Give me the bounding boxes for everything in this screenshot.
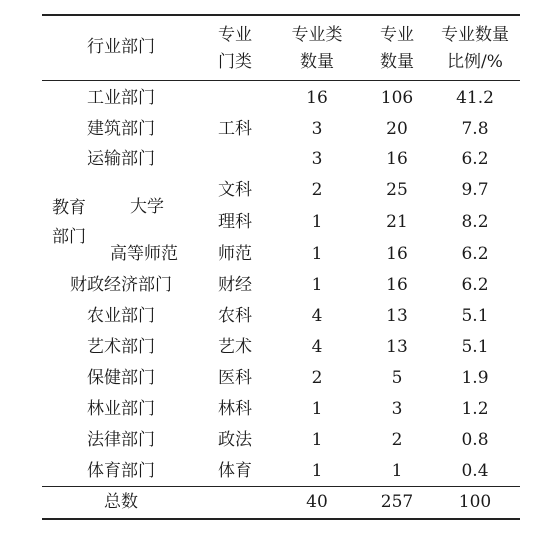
row-dept: 保健部门: [87, 368, 155, 388]
total-types: 40: [306, 492, 328, 512]
row-types: 3: [311, 149, 323, 169]
header-type-count: [270, 22, 364, 76]
row-ratio: 9.7: [461, 180, 489, 200]
row-dept: 建筑部门: [87, 119, 155, 139]
row-types: 4: [311, 306, 323, 326]
header-major-count: [364, 22, 430, 76]
header-type-count-line1: 专业类: [291, 25, 343, 45]
row-dept: 体育部门: [87, 461, 155, 481]
row-dept: 农业部门: [87, 306, 155, 326]
row-ratio: 6.2: [461, 244, 489, 264]
row-majors: 16: [386, 149, 408, 169]
total-majors: 257: [380, 492, 414, 512]
row-ratio: 6.2: [461, 275, 489, 295]
row-types: 16: [306, 88, 328, 108]
header-ratio: [430, 22, 520, 76]
education-university: 大学: [130, 197, 164, 217]
row-category: 政法: [218, 430, 252, 450]
row-majors: 16: [386, 275, 408, 295]
row-dept: 财政经济部门: [70, 275, 172, 295]
row-types: 1: [311, 430, 323, 450]
row-dept: 艺术部门: [87, 337, 155, 357]
row-majors: 13: [386, 306, 408, 326]
header-category-line1: 专业: [218, 25, 252, 45]
bottom-rule: [42, 518, 520, 520]
row-ratio: 5.1: [461, 337, 489, 357]
header-category: [200, 22, 270, 76]
row-category: 艺术: [218, 337, 252, 357]
row-dept: 林业部门: [87, 399, 155, 419]
row-ratio: 1.2: [461, 399, 489, 419]
row-types: 2: [311, 180, 323, 200]
header-ratio-line1: 专业数量: [441, 25, 509, 45]
total-label: 总数: [104, 492, 138, 512]
row-types: 1: [311, 244, 323, 264]
header-rule: [42, 80, 520, 81]
header-dept: 行业部门: [87, 37, 155, 57]
row-category: 体育: [218, 461, 252, 481]
row-ratio: 0.8: [461, 430, 489, 450]
header-major-count-line1: 专业: [380, 25, 414, 45]
row-ratio: 5.1: [461, 306, 489, 326]
row-types: 1: [311, 212, 323, 232]
row-types: 2: [311, 368, 323, 388]
row-majors: 2: [391, 430, 403, 450]
row-dept: 工业部门: [87, 88, 155, 108]
header-category-line2: 门类: [218, 52, 252, 72]
row-majors: 106: [380, 88, 414, 108]
row-majors: 21: [386, 212, 408, 232]
row-types: 1: [311, 399, 323, 419]
row-category: 工科: [218, 119, 252, 139]
row-ratio: 1.9: [461, 368, 489, 388]
header-type-count-line2: 数量: [300, 52, 334, 72]
header-major-count-line2: 数量: [380, 52, 414, 72]
row-ratio: 6.2: [461, 149, 489, 169]
row-ratio: 8.2: [461, 212, 489, 232]
education-dept-line2: 部门: [52, 227, 86, 247]
row-category: 文科: [218, 180, 252, 200]
total-rule: [42, 486, 520, 487]
total-ratio: 100: [458, 492, 492, 512]
row-types: 1: [311, 275, 323, 295]
row-majors: 5: [391, 368, 403, 388]
row-majors: 16: [386, 244, 408, 264]
row-majors: 13: [386, 337, 408, 357]
row-majors: 3: [391, 399, 403, 419]
row-dept: 运输部门: [87, 149, 155, 169]
row-category: 农科: [218, 306, 252, 326]
row-ratio: 0.4: [461, 461, 489, 481]
top-rule: [42, 14, 520, 16]
education-normal-college: 高等师范: [110, 244, 178, 264]
row-ratio: 7.8: [461, 119, 489, 139]
row-category: 理科: [218, 212, 252, 232]
row-majors: 20: [386, 119, 408, 139]
row-category: 林科: [218, 399, 252, 419]
row-majors: 25: [386, 180, 408, 200]
row-types: 1: [311, 461, 323, 481]
row-majors: 1: [391, 461, 403, 481]
row-category: 财经: [218, 275, 252, 295]
row-category: 医科: [218, 368, 252, 388]
row-category: 师范: [218, 244, 252, 264]
row-types: 3: [311, 119, 323, 139]
row-dept: 法律部门: [87, 430, 155, 450]
header-ratio-line2: 比例/%: [447, 52, 503, 72]
row-ratio: 41.2: [456, 88, 494, 108]
row-types: 4: [311, 337, 323, 357]
education-dept-line1: 教育: [52, 198, 86, 218]
